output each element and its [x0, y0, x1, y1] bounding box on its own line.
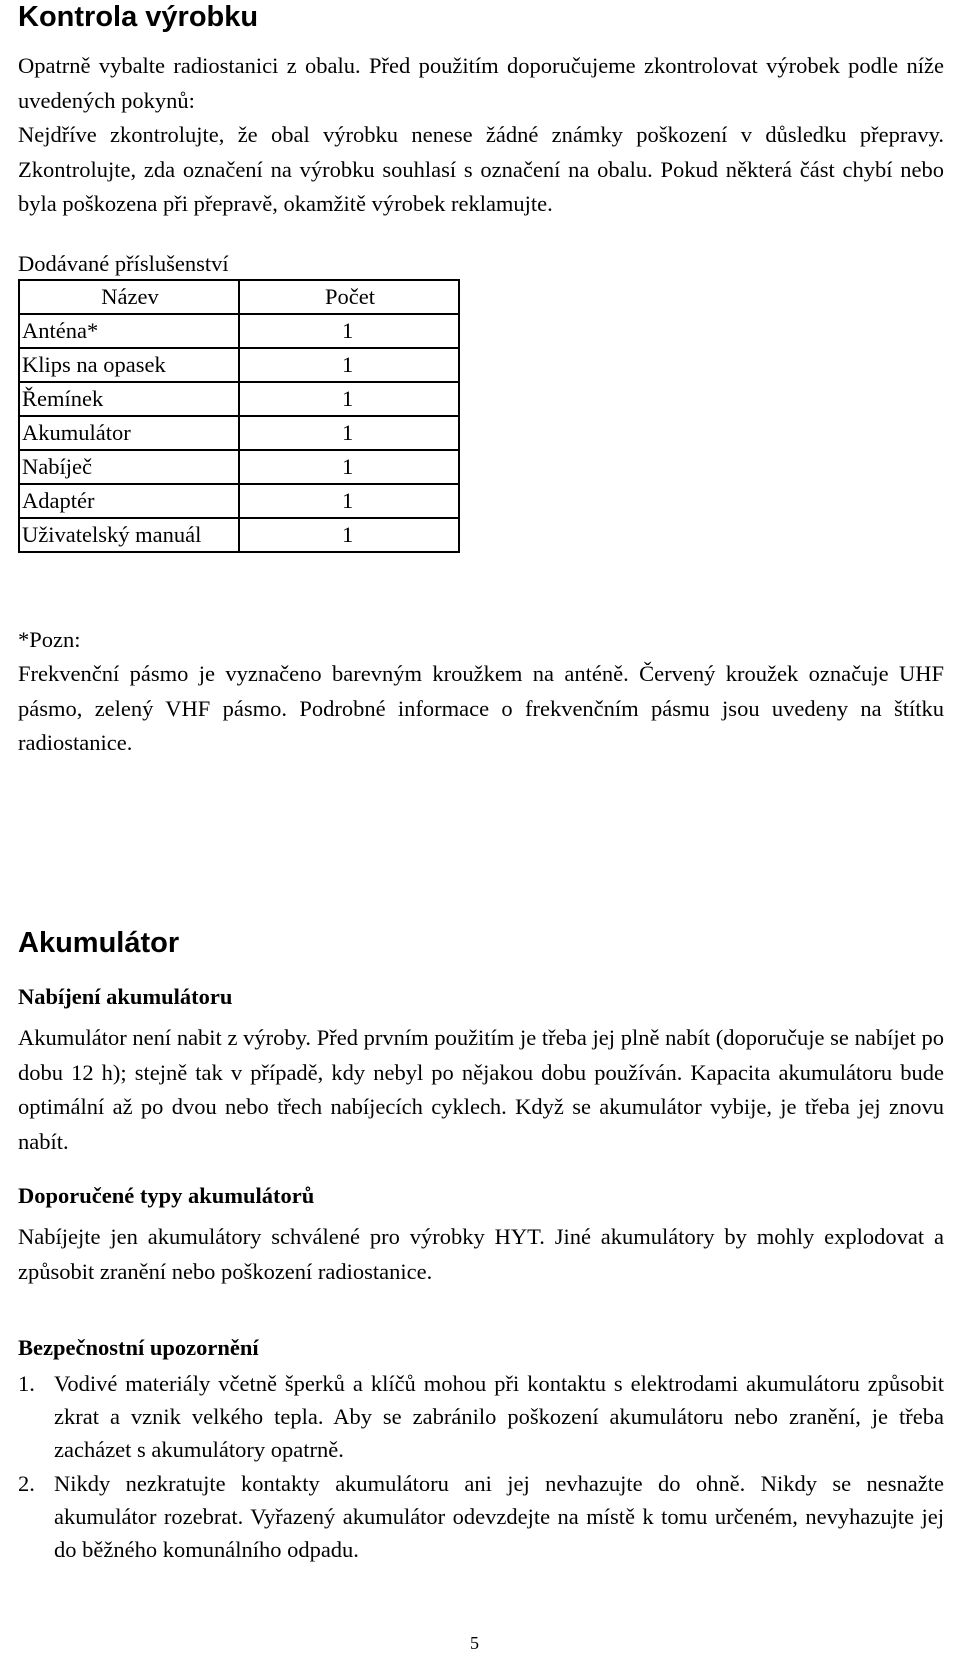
- item-name: Adaptér: [19, 484, 239, 518]
- table-row: [19, 348, 459, 382]
- item-name: Klips na opasek: [19, 348, 239, 382]
- note-label: *Pozn:: [18, 627, 81, 652]
- safety-heading: Bezpečnostní upozornění: [18, 1335, 259, 1360]
- item-count: 1: [239, 314, 459, 348]
- item-name: Řemínek: [19, 382, 239, 416]
- list-number: 1.: [18, 1371, 35, 1396]
- types-paragraph: Nabíjejte jen akumulátory schválené pro výrobky HYT. Jiné akumulátory by mohly explodovat a způsobit zranění nebo poškození radiostanice.: [18, 1224, 944, 1284]
- table-row: [19, 382, 459, 416]
- item-name: Uživatelský manuál: [19, 518, 239, 552]
- table-header-row: [19, 280, 459, 314]
- accessories-table: [18, 279, 460, 553]
- note-paragraph: Frekvenční pásmo je vyznačeno barevným kroužkem na anténě. Červený kroužek označuje UHF pásmo, zelený VHF pásmo. Podrobné informace o frekvenčním pásmu jsou uvedeny na štítku radiostanice.: [18, 661, 944, 755]
- intro-paragraph: Opatrně vybalte radiostanici z obalu. Před použitím doporučujeme zkontrolovat výrobek podle níže uvedených pokynů:: [18, 53, 944, 113]
- list-number: 2.: [18, 1471, 35, 1496]
- list-text: Nikdy nezkratujte kontakty akumulátoru ani jej nevhazujte do ohně. Nikdy se nesnažte akumulátor rozebrat. Vyřazený akumulátor odevzdejte na místě k tomu určeném, nevyhazujte jej do běžného komunálního odpadu.: [54, 1471, 944, 1562]
- page-number: 5: [470, 1633, 479, 1653]
- list-text: Vodivé materiály včetně šperků a klíčů mohou při kontaktu s elektrodami akumulátoru způsobit zkrat a vznik velkého tepla. Aby se zabránilo poškození akumulátoru nebo zranění, je třeba zacházet s akumulátory opatrně.: [54, 1371, 944, 1462]
- item-count: 1: [239, 450, 459, 484]
- types-heading: Doporučené typy akumulátorů: [18, 1183, 315, 1208]
- item-name: Anténa*: [19, 314, 239, 348]
- safety-list-item: [18, 1367, 944, 1466]
- column-header-name: Název: [19, 280, 239, 314]
- column-header-count: Počet: [239, 280, 459, 314]
- item-count: 1: [239, 484, 459, 518]
- item-count: 1: [239, 382, 459, 416]
- item-count: 1: [239, 416, 459, 450]
- accessories-heading: Dodávané příslušenství: [18, 251, 229, 276]
- item-name: Nabíječ: [19, 450, 239, 484]
- item-count: 1: [239, 518, 459, 552]
- section-title-akumulator: Akumulátor: [18, 927, 180, 959]
- table-row: [19, 416, 459, 450]
- table-row: [19, 518, 459, 552]
- safety-list-item: [18, 1467, 944, 1566]
- table-row: [19, 450, 459, 484]
- check-paragraph: Nejdříve zkontrolujte, že obal výrobku nenese žádné známky poškození v důsledku přepravy. Zkontrolujte, zda označení na výrobku souhlasí s označení na obalu. Pokud některá část chybí nebo byla poškozena při přepravě, okamžitě výrobek reklamujte.: [18, 122, 944, 216]
- table-row: [19, 484, 459, 518]
- charging-paragraph: Akumulátor není nabit z výroby. Před prvním použitím je třeba jej plně nabít (doporučuje se nabíjet po dobu 12 h); stejně tak v případě, kdy nebyl po nějakou dobu používán. Kapacita akumulátoru bude optimální až po dvou nebo třech nabíjecích cyklech. Když se akumulátor vybije, je třeba jej znovu nabít.: [18, 1025, 944, 1154]
- charging-heading: Nabíjení akumulátoru: [18, 984, 233, 1009]
- item-name: Akumulátor: [19, 416, 239, 450]
- table-row: [19, 314, 459, 348]
- section-title-kontrola: Kontrola výrobku: [18, 1, 259, 33]
- item-count: 1: [239, 348, 459, 382]
